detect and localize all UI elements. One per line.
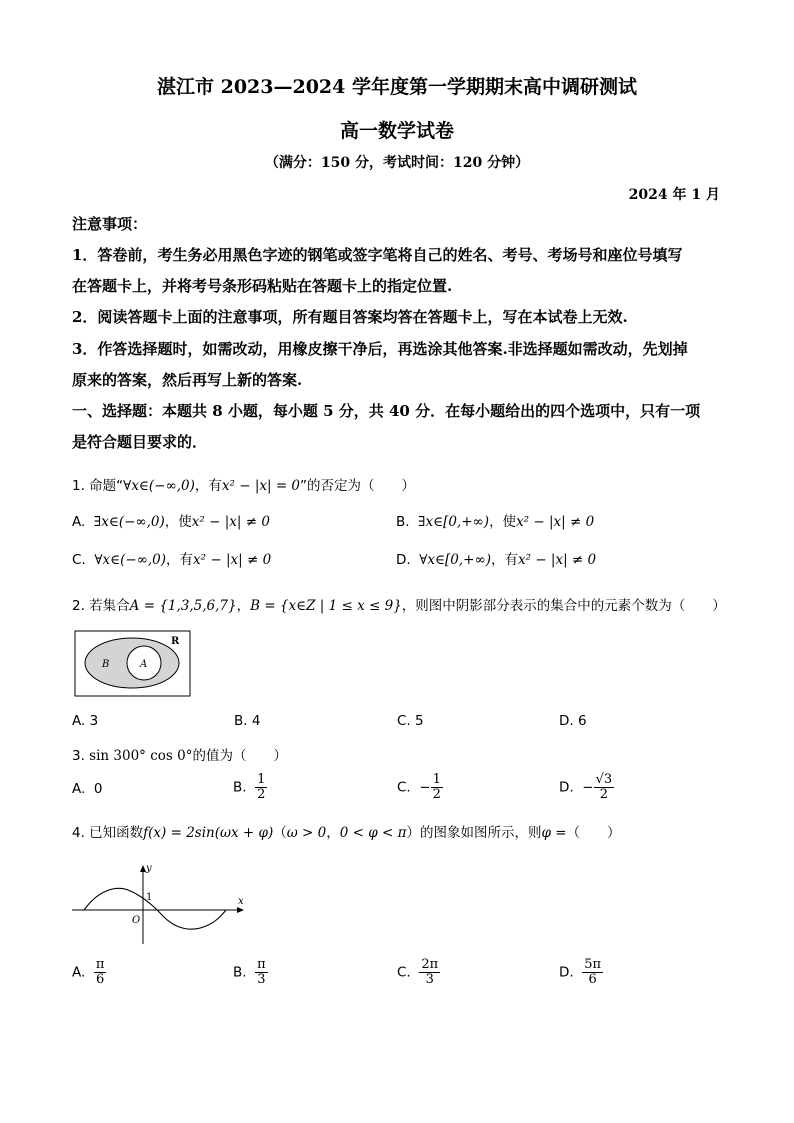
q1-stem-c: ”的否定为（ ）: [300, 478, 416, 494]
option-math: x² − |x| ≠ 0: [193, 552, 272, 568]
option-label: C.: [397, 964, 411, 981]
option-label: C.: [397, 779, 411, 796]
q2-option-b: B. 4: [234, 713, 261, 729]
q1-option-d: [396, 548, 596, 568]
note-3-line-2: 原来的答案，然后再写上新的答案.: [72, 371, 303, 389]
graph-label-origin: O: [132, 915, 141, 926]
q4-stem-phi: φ: [541, 825, 551, 841]
q3-option-d: [559, 773, 614, 802]
exam-title: 湛江市 2023—2024 学年度第一学期期末高中调研测试: [157, 76, 637, 98]
q2-stem-b: ，则图中阴影部分表示的集合中的元素个数为（ ）: [401, 598, 726, 614]
fraction: [582, 958, 603, 987]
q2-sep: ，: [236, 598, 251, 614]
question-3-stem: [72, 744, 287, 764]
q2-option-d: D. 6: [559, 713, 587, 729]
q2-set-b: B = {x∈Z | 1 ≤ x ≤ 9}: [250, 598, 402, 614]
option-label: C.: [72, 552, 86, 568]
exam-info: （满分：150 分，考试时间：120 分钟）: [264, 155, 530, 171]
fraction: [419, 958, 440, 987]
fraction-numerator: √3: [595, 772, 613, 787]
option-label: B.: [233, 779, 247, 796]
q1-option-b: [396, 510, 594, 530]
q3-option-a: [72, 781, 102, 797]
option-value: 0: [93, 781, 103, 797]
q2-set-a: A = {1,3,5,6,7}: [129, 598, 237, 614]
option-label: A.: [72, 514, 86, 530]
notes-heading: 注意事项：: [72, 215, 148, 233]
option-math: ∃x∈[0,+∞): [418, 514, 490, 530]
sine-graph: [70, 860, 250, 948]
option-label: A.: [72, 781, 86, 797]
fraction-denominator: 3: [425, 972, 434, 987]
q1-stem-math-2: x² − |x| = 0: [221, 478, 301, 494]
fraction-denominator: 6: [96, 972, 105, 987]
fraction: [594, 773, 615, 802]
venn-label-b: B: [102, 659, 110, 670]
fraction-denominator: 2: [599, 787, 609, 802]
q3-stem-text: 的值为（ ）: [192, 748, 287, 764]
question-1-stem: [72, 474, 415, 494]
fraction: [94, 958, 107, 987]
option-text: ，使: [164, 514, 192, 530]
q4-option-b: [233, 958, 268, 987]
q3-option-c: [397, 773, 443, 802]
graph-label-x: x: [238, 896, 244, 907]
option-label: B.: [396, 514, 410, 530]
option-math: x² − |x| ≠ 0: [191, 514, 270, 530]
q3-stem-math: sin 300° cos 0°: [89, 748, 193, 764]
option-label: A.: [72, 964, 86, 981]
question-2-stem: [72, 594, 726, 614]
fraction: [255, 773, 267, 802]
option-label: D.: [559, 779, 574, 796]
option-math: ∀x∈(−∞,0): [94, 552, 167, 568]
section-1-line-2: 是符合题目要求的．: [72, 433, 208, 451]
q3-number: 3.: [72, 748, 90, 764]
fraction-numerator: 2π: [421, 957, 439, 972]
q4-option-a: [72, 958, 106, 987]
fraction-denominator: 2: [257, 787, 266, 802]
fraction-denominator: 3: [257, 972, 266, 987]
note-1-line-2: 在答题卡上，并将考号条形码粘贴在答题卡上的指定位置.: [72, 277, 453, 295]
fraction-numerator: 1: [257, 772, 266, 787]
q1-stem-a: 1. 命题“: [72, 478, 124, 494]
venn-label-a: A: [140, 659, 148, 670]
q4-sep: ，: [326, 825, 340, 841]
option-text: ，有: [166, 552, 194, 568]
q4-cond-1: ω > 0: [286, 825, 327, 841]
q2-stem-a: 2. 若集合: [72, 598, 130, 614]
graph-label-y: y: [146, 863, 152, 874]
option-text: ，有: [491, 552, 519, 568]
q4-option-d: [559, 958, 603, 987]
question-4-stem: [72, 821, 621, 841]
option-math: ∀x∈[0,+∞): [419, 552, 492, 568]
q4-stem-d: =（ ）: [550, 825, 621, 841]
option-math: ∃x∈(−∞,0): [93, 514, 165, 530]
x-axis-arrow: [237, 907, 244, 913]
exam-date: 2024 年 1 月: [628, 187, 720, 203]
q1-stem-b: ，有: [194, 478, 222, 494]
note-2: 2．阅读答题卡上面的注意事项，所有题目答案均答在答题卡上，写在本试卷上无效.: [72, 308, 628, 326]
fraction-numerator: 1: [432, 772, 441, 787]
q4-stem-math: f(x) = 2sin(ωx + φ): [143, 825, 274, 841]
q3-option-b: [233, 773, 267, 802]
q4-stem-b: （: [273, 825, 287, 841]
section-1-line-1: 一、选择题：本题共 8 小题，每小题 5 分，共 40 分．在每小题给出的四个选项中，只有一项: [72, 402, 701, 420]
option-label: D.: [396, 552, 411, 568]
q4-stem-a: 4. 已知函数: [72, 825, 144, 841]
q2-option-c: C. 5: [397, 713, 424, 729]
q2-option-a: A. 3: [72, 713, 99, 729]
note-1-line-1: 1．答卷前，考生务必用黑色字迹的钢笔或签字笔将自己的姓名、考号、考场号和座位号填写: [72, 246, 683, 264]
option-label: B.: [233, 964, 247, 981]
option-math: x² − |x| ≠ 0: [518, 552, 597, 568]
graph-label-one: 1: [146, 892, 153, 903]
fraction: [431, 773, 443, 802]
sine-curve: [84, 888, 226, 929]
fraction-denominator: 6: [588, 972, 597, 987]
fraction: [255, 958, 268, 987]
minus-sign: −: [582, 779, 594, 796]
q1-option-c: [72, 548, 271, 568]
fraction-denominator: 2: [432, 787, 441, 802]
q1-option-a: [72, 510, 270, 530]
venn-label-r: R: [171, 636, 180, 647]
minus-sign: −: [419, 779, 431, 796]
option-label: D.: [559, 964, 574, 981]
fraction-numerator: π: [257, 957, 266, 972]
q4-stem-c: ）的图象如图所示，则: [406, 825, 542, 841]
venn-diagram: [74, 630, 192, 698]
exam-subtitle: 高一数学试卷: [339, 120, 454, 142]
note-3-line-1: 3．作答选择题时，如需改动，用橡皮擦干净后，再选涂其他答案.非选择题如需改动，先划掉: [72, 340, 688, 358]
fraction-numerator: 5π: [584, 957, 602, 972]
q1-stem-math-1: ∀x∈(−∞,0): [123, 478, 195, 494]
option-math: x² − |x| ≠ 0: [516, 514, 595, 530]
option-text: ，使: [489, 514, 517, 530]
q4-option-c: [397, 958, 440, 987]
fraction-numerator: π: [95, 957, 105, 972]
q4-cond-2: 0 < φ < π: [339, 825, 407, 841]
